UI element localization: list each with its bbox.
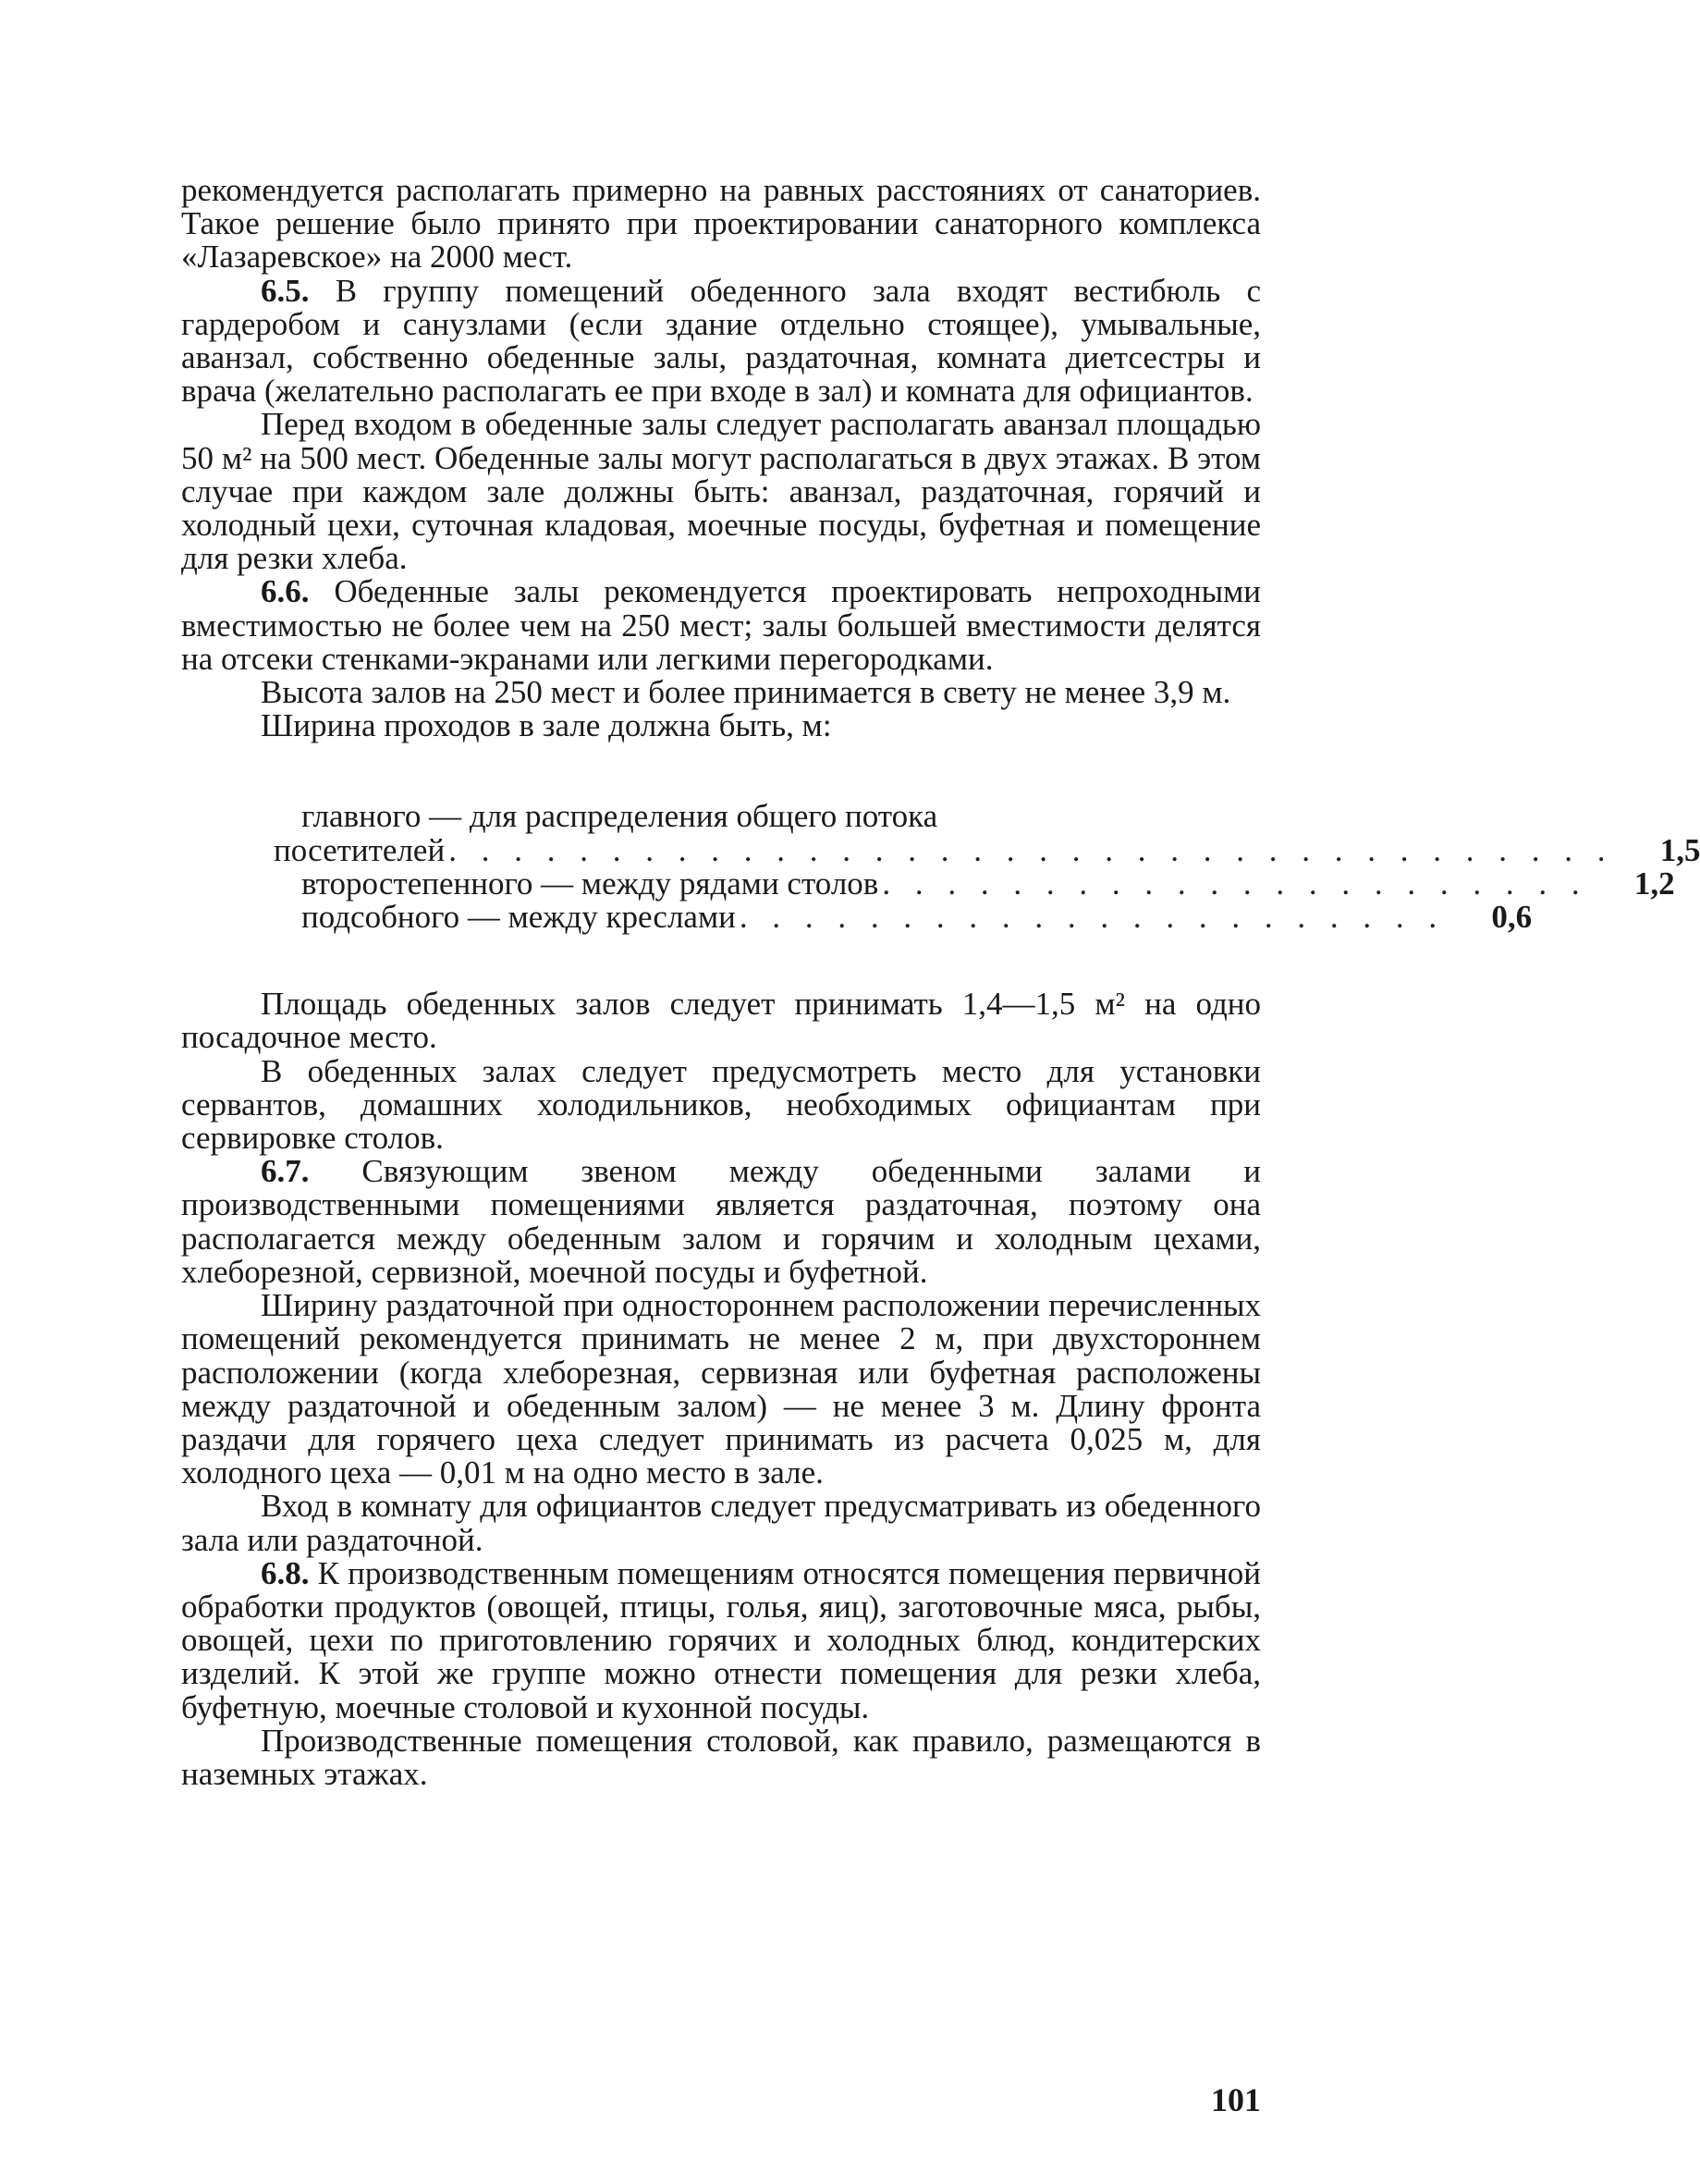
paragraph	[181, 1490, 1261, 1556]
aisle-width-auxiliary-label: подсобного — между креслами	[301, 899, 736, 936]
paragraph-text: В обеденных залах следует предусмотреть место для установки сервантов, домашних холодильников, необходимых официантам при сервировке столов.	[181, 1052, 1261, 1157]
paragraph-text: К производственным помещениям относятся помещения первичной обработки продуктов (овощей, птицы, голья, яиц), заготовочные мяса, рыбы, овощей, цехи по приготовлению горячих и холодных блюд, кондитерских изделий. К этой же группе можно отнести помещения для резки хлеба, буфетную, моечные столовой и кухонной посуды.	[181, 1554, 1261, 1725]
paragraph	[181, 1724, 1261, 1791]
paragraph	[181, 988, 1261, 1054]
page-number: 101	[1211, 2081, 1261, 2118]
section-number: 6.8.	[261, 1554, 310, 1591]
section-number: 6.5.	[261, 272, 310, 309]
paragraphs-top	[181, 174, 1261, 742]
paragraph-text: рекомендуется располагать примерно на равных расстояниях от санаториев. Такое решение было принято при проектировании санаторного комплекса «Лазаревское» на 2000 мест.	[181, 172, 1261, 276]
aisle-width-auxiliary	[301, 899, 1533, 936]
paragraph-text: Ширину раздаточной при одностороннем расположении перечисленных помещений рекомендуется принимать не менее 2 м, при двухстороннем расположении (когда хлеборезная, сервизная или буфетная расположены между раздаточной и обеденным залом) — не менее 3 м. Длину фронта раздачи для горячего цеха следует принимать из расчета 0,025 м, для холодного цеха — 0,01 м на одно место в зале.	[181, 1287, 1261, 1491]
paragraph	[181, 408, 1261, 575]
leader-dots: . . . . . . . . . . . . . . . . . . . . . .	[882, 865, 1588, 902]
paragraph	[181, 1052, 1261, 1157]
leader-dots: . . . . . . . . . . . . . . . . . . . . . .	[739, 899, 1446, 936]
paragraph-text: В группу помещений обеденного зала входят вестибюль с гардеробом и санузлами (если здание отдельно стоящее), умывальные, аванзал, собственно обеденные залы, раздаточная, комната диетсестры и врача (желательно располагать ее при входе в зал) и комната для официантов.	[181, 272, 1261, 410]
paragraph-text: Перед входом в обеденные залы следует располагать аванзал площадью 50 м² на 500 мест. Обеденные залы могут располагаться в двух этажах. В этом случае при каждом зале должны быть: аванзал, раздаточная, горячий и холодный цехи, суточная кладовая, моечные посуды, буфетная и помещение для резки хлеба.	[181, 406, 1261, 577]
paragraph	[181, 1554, 1261, 1725]
paragraph-text: Площадь обеденных залов следует принимать 1,4—1,5 м² на одно посадочное место.	[181, 986, 1261, 1056]
leader-dots: . . . . . . . . . . . . . . . . . . . . . . . . . . . . . . . . . . . .	[448, 831, 1614, 868]
paragraph	[181, 575, 1261, 676]
aisle-width-main-label: посетителей	[274, 831, 446, 868]
paragraph-text: Вход в комнату для официантов следует предусматривать из обеденного зала или раздаточной.	[181, 1488, 1261, 1558]
aisle-width-secondary	[301, 865, 1675, 902]
section-number: 6.6.	[261, 573, 310, 610]
paragraph	[181, 174, 1261, 275]
paragraph	[181, 1155, 1261, 1289]
paragraphs-bottom	[181, 988, 1261, 1791]
aisle-width-secondary-value: 1,2	[1633, 865, 1675, 902]
aisle-width-main	[274, 831, 1700, 868]
aisle-width-auxiliary-value: 0,6	[1491, 899, 1533, 936]
aisle-width-main-line1: главного — для распределения общего потока	[301, 798, 938, 835]
aisle-width-secondary-label: второстепенного — между рядами столов	[301, 865, 879, 902]
aisle-widths-list	[181, 798, 1700, 936]
paragraph	[181, 272, 1261, 410]
section-number: 6.7.	[261, 1153, 310, 1190]
paragraph-text: Обеденные залы рекомендуется проектировать непроходными вместимостью не более чем на 250 мест; залы большей вместимости делятся на отсеки стенками-экранами или легкими перегородками.	[181, 573, 1261, 677]
paragraph-text: Ширина проходов в зале должна быть, м:	[261, 707, 832, 744]
aisle-width-main-intro	[301, 800, 1281, 833]
paragraph	[181, 676, 1261, 709]
paragraph	[181, 1289, 1261, 1490]
paragraph-text: Высота залов на 250 мест и более принимается в свету не менее 3,9 м.	[261, 674, 1231, 711]
paragraph-text: Производственные помещения столовой, как правило, размещаются в наземных этажах.	[181, 1722, 1261, 1792]
aisle-width-main-value: 1,5	[1659, 831, 1700, 868]
page-body	[181, 172, 1700, 1792]
paragraph	[181, 709, 1261, 742]
paragraph-text: Связующим звеном между обеденными залами и производственными помещениями является раздаточная, поэтому она располагается между обеденным залом и горячим и холодным цехами, хлеборезной, сервизной, моечной посуды и буфетной.	[181, 1153, 1261, 1290]
